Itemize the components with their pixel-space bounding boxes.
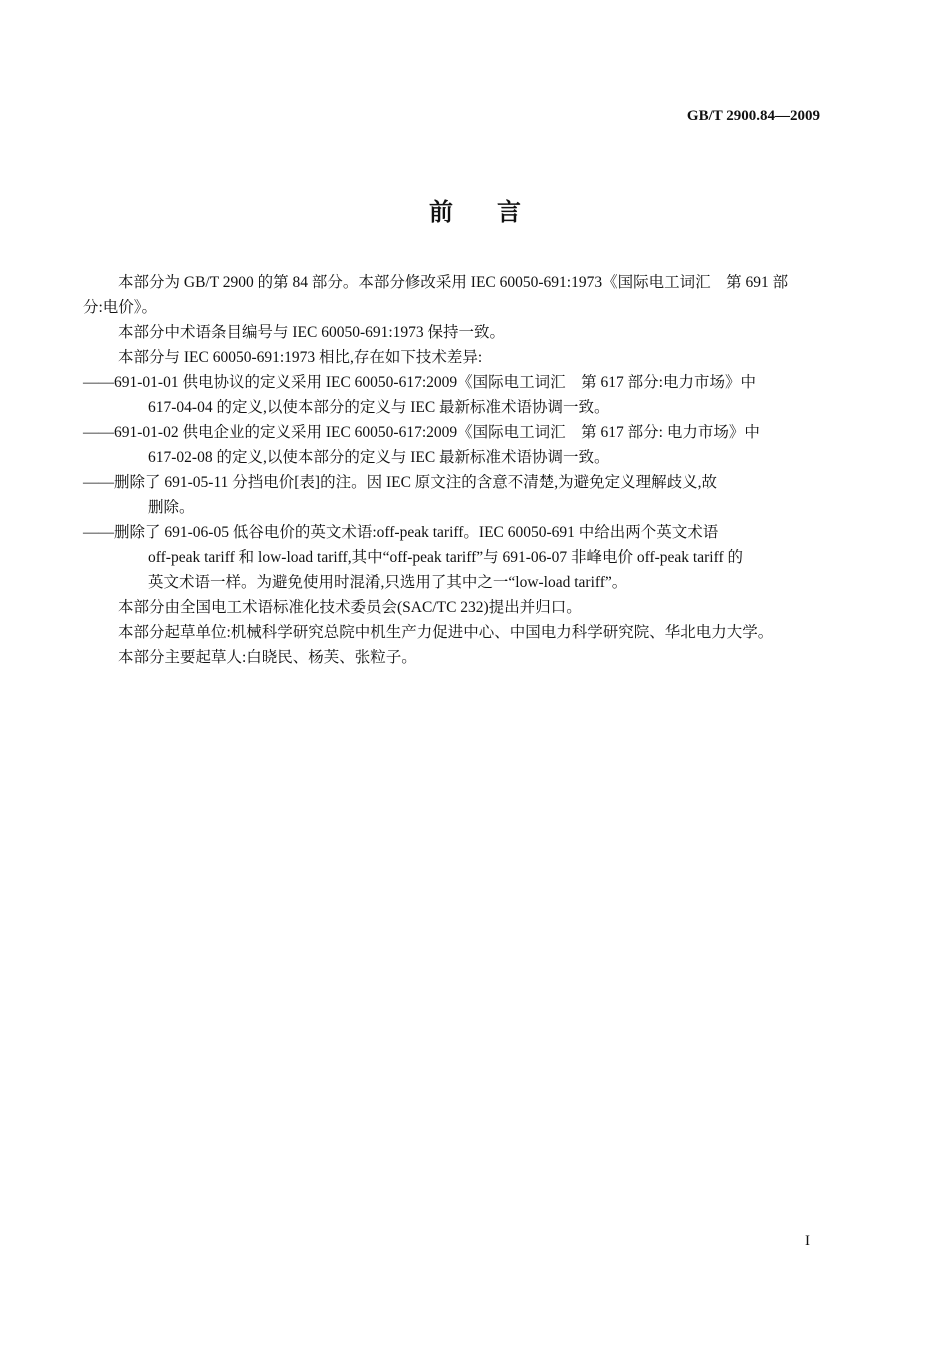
list-item-line: ——691-01-02 供电企业的定义采用 IEC 60050-617:2009《国际电工词汇 第 617 部分: 电力市场》中 (83, 424, 760, 441)
paragraph-line: 本部分为 GB/T 2900 的第 84 部分。本部分修改采用 IEC 60050-691:1973《国际电工词汇 第 691 部 (118, 274, 789, 291)
list-item-line: ——删除了 691-05-11 分挡电价[表]的注。因 IEC 原文注的含意不清楚,为避免定义理解歧义,故 (83, 474, 718, 491)
list-item-line: ——删除了 691-06-05 低谷电价的英文术语:off-peak tariff。IEC 60050-691 中给出两个英文术语 (83, 524, 719, 541)
paragraph-line: 本部分中术语条目编号与 IEC 60050-691:1973 保持一致。 (118, 324, 506, 341)
paragraph-line: 本部分起草单位:机械科学研究总院中机生产力促进中心、中国电力科学研究院、华北电力大学。 (118, 624, 774, 641)
page-number: I (805, 1233, 810, 1249)
list-item-line: 617-02-08 的定义,以使本部分的定义与 IEC 最新标准术语协调一致。 (148, 449, 610, 466)
list-item-line: off-peak tariff 和 low-load tariff,其中“off-peak tariff”与 691-06-07 非峰电价 off-peak tariff 的 (148, 549, 743, 566)
page-title: 前言 (429, 200, 565, 226)
list-item-line: ——691-01-01 供电协议的定义采用 IEC 60050-617:2009《国际电工词汇 第 617 部分:电力市场》中 (83, 374, 756, 391)
list-item-line: 删除。 (148, 499, 195, 516)
list-item-line: 617-04-04 的定义,以使本部分的定义与 IEC 最新标准术语协调一致。 (148, 399, 610, 416)
paragraph-line: 本部分由全国电工术语标准化技术委员会(SAC/TC 232)提出并归口。 (118, 599, 582, 616)
standard-number: GB/T 2900.84—2009 (686, 108, 820, 124)
paragraph-line: 分:电价》。 (83, 299, 158, 316)
foreword-body (83, 270, 823, 670)
list-item-line: 英文术语一样。为避免使用时混淆,只选用了其中之一“low-load tariff”。 (148, 574, 628, 591)
paragraph-line: 本部分与 IEC 60050-691:1973 相比,存在如下技术差异: (118, 349, 483, 366)
paragraph-line: 本部分主要起草人:白晓民、杨芙、张粒子。 (118, 649, 417, 666)
